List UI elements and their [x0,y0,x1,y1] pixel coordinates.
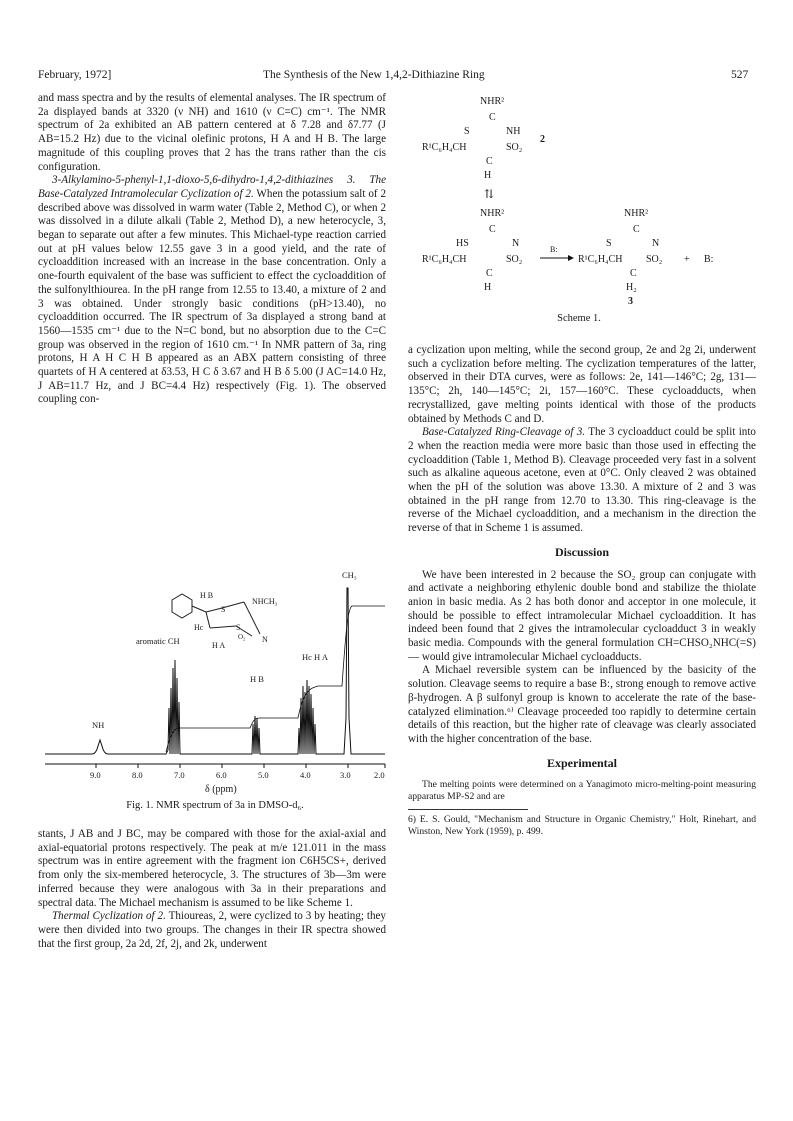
struct-label-ha: H A [212,641,226,650]
running-header-title: The Synthesis of the New 1,4,2-Dithiazine Ring [263,69,485,81]
section-heading: Base-Catalyzed Ring-Cleavage of 3. [422,426,586,439]
nmr-spectrum-figure [40,568,390,796]
x-axis-label: δ (ppm) [205,784,237,795]
reaction-arrow-head [568,255,574,261]
scheme-text: N [512,238,520,249]
struct-label-nhch3: NHCH₃ [252,597,278,606]
x-tick-label: 3.0 [340,770,351,780]
bond [244,602,260,634]
scheme-compound-3 [578,208,713,307]
paragraph-body: When the potassium salt of 2 described above was dissolved in warm water (Table 2, Method C), or when 2 was dissolved in a dilute alkali (Table 2, Method D), a new heterocycle, 3, began to separate out after a few minutes. This Michael-type reaction carried out at pH values below 12.55 gave 3 in a good yield, and the rate of cycloaddition increased with an increase in the base concentration. Only a one-fourth equivalent of the base was sufficient to effect the cycloaddition of the sulfonylthiourea. In the pH range from 12.55 to 13.40, a mixture of 2 and 3 was obtained. Under strongly basic conditions (pH>13.40), no cycloaddition occurred. The IR spectrum of 3a displayed a strong band at 1560—1535 cm⁻¹ due to the N=C bond, but no absorption due to the C=C group was observed in the region of 1610 cm.⁻¹ In NMR pattern of 3a, ring protons, H A H C H B appeared as an ABX pattern consisting of three quartets of H A centered at δ3.53, H C δ 3.67 and H B δ 5.00 (J AC=14.0 Hz, J AB=11.7 Hz, and J BC=4.4 Hz) respectively (Fig. 1). The observed coupling con- [38,187,386,406]
x-tick-label: 8.0 [132,770,143,780]
x-tick-label: 4.0 [300,770,311,780]
scheme-text: R¹C₆H₄CH [578,254,623,265]
paragraph [38,174,386,407]
scheme-1 [402,92,756,330]
x-tick-label: 7.0 [174,770,185,780]
x-tick-label: 2.0 [374,770,385,780]
scheme-text: H [484,282,492,293]
scheme-text: + [684,254,690,265]
label-nh: NH [92,720,105,730]
struct-label-n: N [262,635,268,644]
x-tick-label: 5.0 [258,770,269,780]
running-header-date: February, 1972] [38,69,112,81]
struct-label-s2: S [236,623,241,632]
scheme-text: N [652,238,660,249]
scheme-text: H [484,170,492,181]
figure-caption: Fig. 1. NMR spectrum of 3a in DMSO-d₆. [126,800,304,811]
scheme-text: C [633,224,640,235]
paragraph: and mass spectra and by the results of elemental analyses. The IR spectrum of 2a displayed bands at 3320 (ν NH) and 1610 (ν C=C) cm⁻¹. The NMR spectrum of 2a exhibited an AB pattern centered at δ 7.28 and δ7.77 (J AB=15.2 Hz) due to the vicinal olefinic protons, H A and H B. The large magnitude of this coupling proves that 2 has the trans rather than the cis configuration. [38,92,386,173]
paragraph-body: Thioureas, 2, were cyclized to 3 by heating; they were then divided into two groups. The changes in their IR spectra showed that the first group, 2a 2d, 2f, 2j, and 2k, underwent [38,910,386,950]
scheme-text: SO₂ [506,142,523,153]
left-column-bottom [38,828,386,951]
scheme-text: 3 [628,296,633,307]
equilibrium-arrows: ⇅ [484,187,495,201]
scheme-text: C [489,224,496,235]
scheme-text: NH [506,126,521,137]
section-heading: Thermal Cyclization of 2. [52,910,166,923]
scheme-text: NHR² [624,208,649,219]
label-hb: H B [250,674,264,684]
scheme-text: R¹C₆H₄CH [422,254,467,265]
scheme-text: NHR² [480,208,505,219]
scheme-caption: Scheme 1. [557,313,601,324]
scheme-text: 2 [540,134,545,145]
scheme-text: NHR² [480,96,505,107]
scheme-text: R¹C₆H₄CH [422,142,467,153]
label-aromatic: aromatic CH [136,636,180,646]
paragraph: We have been interested in 2 because the SO₂ group can conjugate with and activate a neighboring ethylenic double bond and stabilize the thiolate anion in basic media. As 2 has both donor and acceptor in one molecule, it should be possible to effect intramolecular Michael cycloaddition. It has indeed been found that 2 gives the intramolecular cycloadduct 3 in weakly basic media. Compounds with the general formulation CH=CHSO₂NHC(=S)— would give intramolecular Michael cycloadducts. [408,568,756,663]
label-ch3: CH₃ [342,570,357,580]
scheme-compound-2-thiol [422,208,522,293]
struct-label-hb: H B [200,591,214,600]
struct-label-hc: Hc [194,623,204,632]
scheme-text: C [489,112,496,123]
scheme-text: SO₂ [506,254,523,265]
paragraph: stants, J AB and J BC, may be compared with those for the axial-axial and axial-equatorial protons respectively. The peak at m/e 121.011 in the mass spectrum was in entire agreement with the fragment ion C6H5CS+, derived from only the six-membered heterocycle, 3. The structures of 3b—3m were inferred because they were analogous with 3a in their preparations and spectral data. The Michael mechanism is assumed to be like Scheme 1. [38,828,386,909]
paragraph: The melting points were determined on a Yanagimoto micro-melting-point measuring apparatus MP-S2 and are [408,779,756,803]
footnote: 6) E. S. Gould, "Mechanism and Structure in Organic Chemistry," Holt, Rinehart, and Winston, New York (1959), p. 499. [408,814,756,838]
paragraph: a cyclization upon melting, while the second group, 2e and 2g 2i, underwent such a cyclization before melting. The cyclization temperatures of the latter, observed in their DTA curves, were as follows: 2e, 141—146°C; 2g, 131—135°C; 2h, 140—145°C; 2i, 157—160°C. These cycloadducts, when recrystallized, gave melting points identical with those of the products obtained by Methods C and D. [408,344,756,425]
paragraph [38,910,386,951]
paragraph-body: The 3 cycloadduct could be split into 2 when the reaction media were more basic than those used in effecting the cycloaddition (Table 1, Method B). Cleavage proceeded very fast in a solvent such as alkaline aqueous acetone, even at 0°C. Only cleaved 2 was obtained when the pH of the solution was above 13.30. A mixture of 2 and 3 was obtained in the pH range from 12.70 to 13.30. This ring-cleavage is the reverse of the Michael cycloaddition, and a mechanism in the direction the reverse of that in Scheme 1 is assumed. [408,426,756,535]
struct-label-s: S [221,605,226,614]
scheme-text: HS [456,238,469,249]
x-axis-ticks [96,764,385,768]
scheme-text: C [486,156,493,167]
section-heading: 3-Alkylamino-5-phenyl-1,1-dioxo-5,6-dihydro-1,4,2-dithiazines 3. The Base-Catalyzed Intramolecular Cyclization of 2. [38,174,386,200]
scheme-text: SO₂ [646,254,663,265]
bond [206,608,222,612]
label-hcha: Hc H A [302,652,328,662]
paragraph: A Michael reversible system can be influenced by the basicity of the solution. Cleavage seems to require a base B:, strong enough to remove active β-hydrogen. A β sulfonyl group is known to accelerate the rate of the base-catalyzed elimination.⁶⁾ Cleavage proceeded too rapidly to determine certain details of this reaction, but the higher rate of cleavage was clearly associated with the higher concentration of the base. [408,664,756,745]
scheme-text: B: [550,245,558,254]
bond [192,606,206,612]
benzene-ring [172,594,192,618]
bond [210,626,236,628]
structure-3a [172,594,260,636]
page-number: 527 [731,69,749,81]
scheme-text: C [486,268,493,279]
struct-label-o2: O₂ [238,633,246,641]
scheme-compound-2-top [422,96,545,181]
experimental-heading: Experimental [547,755,617,770]
footnote-rule [408,809,528,810]
paragraph [408,426,756,536]
x-tick-label: 9.0 [90,770,101,780]
scheme-text: C [630,268,637,279]
right-column [408,344,756,838]
x-tick-label: 6.0 [216,770,227,780]
bond [206,612,210,628]
left-column-top [38,92,386,407]
scheme-text: S [464,126,470,137]
scheme-text: H₂ [626,282,637,293]
scheme-text: B: [704,254,714,265]
discussion-heading: Discussion [554,544,610,559]
scheme-text: S [606,238,612,249]
